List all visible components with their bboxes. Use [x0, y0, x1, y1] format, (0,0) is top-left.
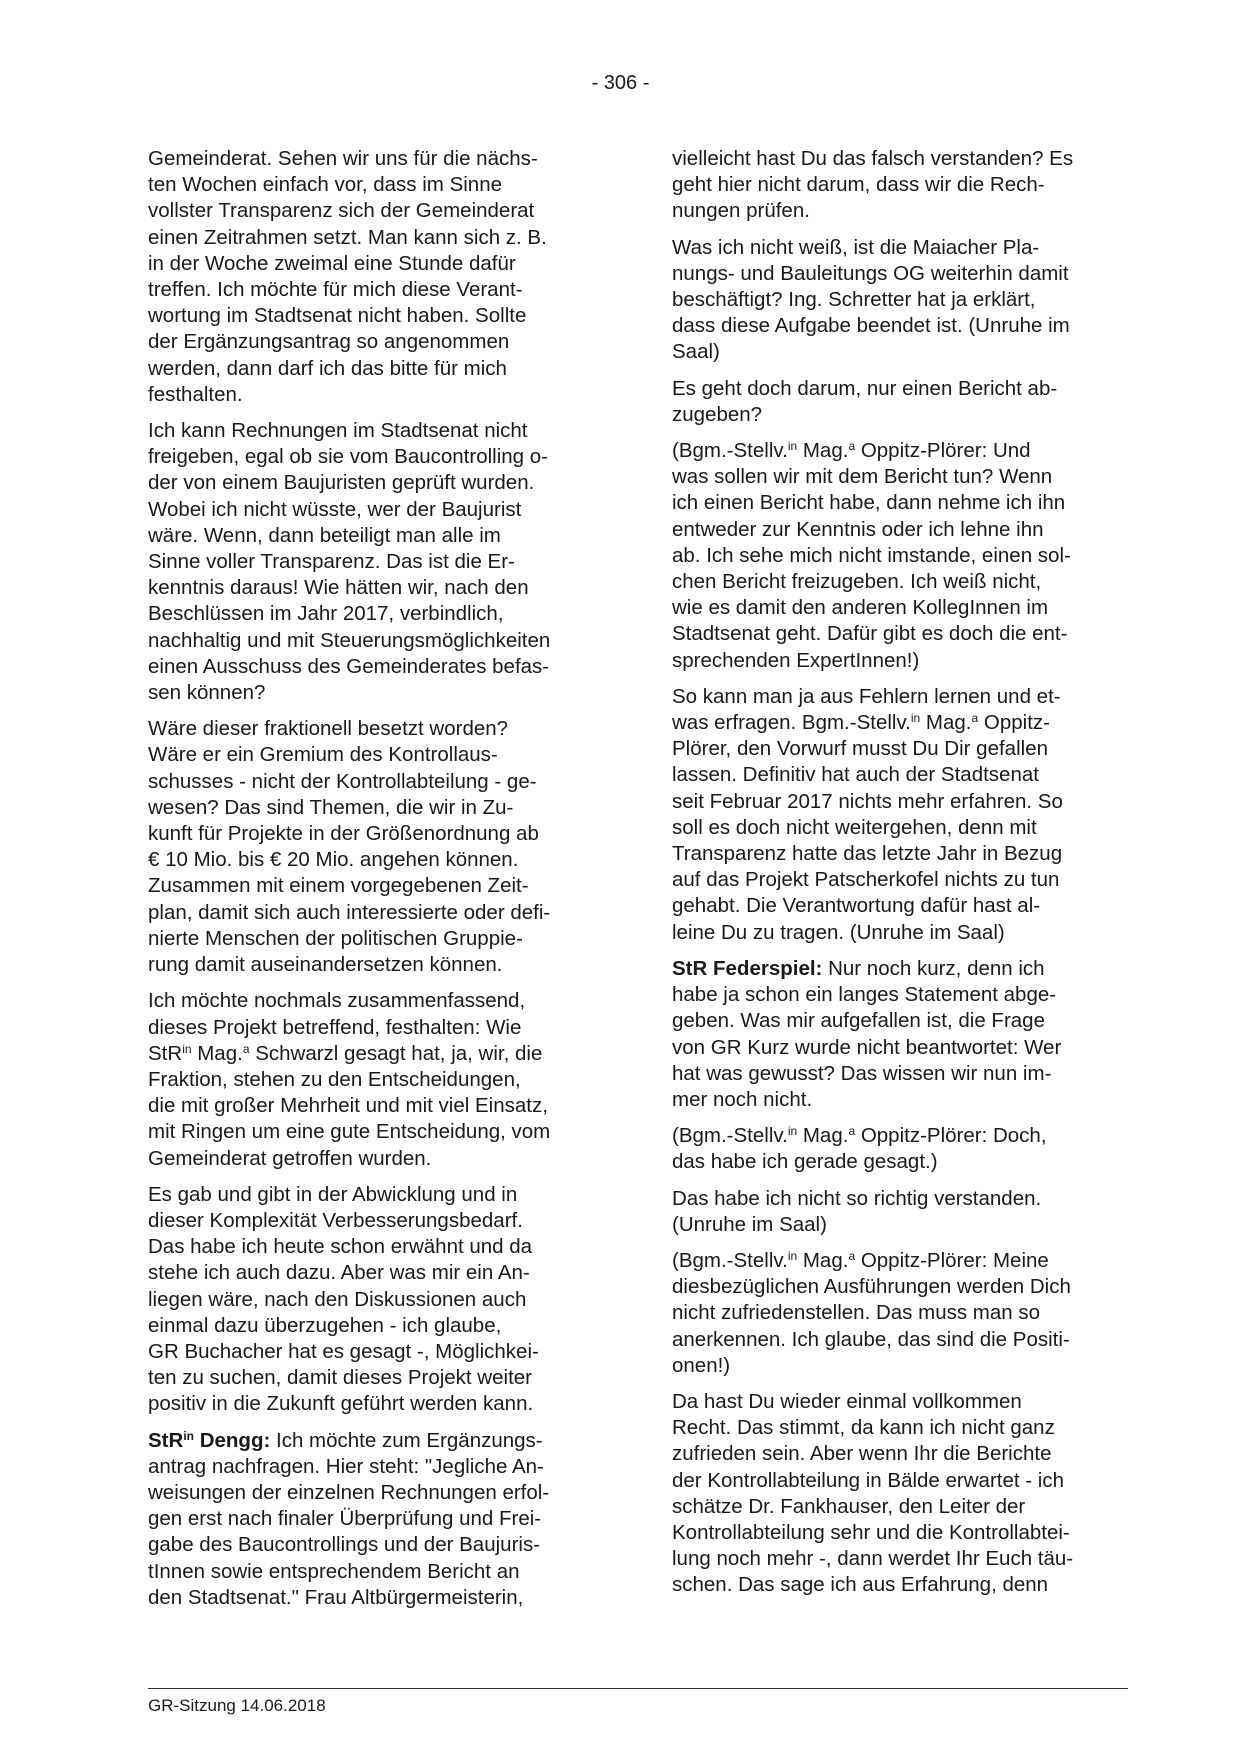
text-line: nungs- und Bauleitungs OG weiterhin damit: [672, 261, 1069, 285]
text-line: diesbezüglichen Ausführungen werden Dich: [672, 1275, 1071, 1299]
text-line: Ich möchte nochmals zusammenfassend,: [148, 989, 526, 1013]
paragraph: [672, 956, 1122, 1113]
text-line: schätze Dr. Fankhauser, den Leiter der: [672, 1494, 1026, 1518]
text-line: Oppitz-Plörer: Doch,: [860, 1124, 1047, 1148]
text-line: der Kontrollabteilung in Bälde erwartet - ich: [672, 1468, 1064, 1492]
text-line: onen!): [672, 1353, 731, 1377]
text-line: Wäre er ein Gremium des Kontrollaus-: [148, 743, 498, 767]
text-lines: [672, 465, 1071, 671]
superscript: in: [787, 1124, 798, 1139]
text-line: Das habe ich heute schon erwähnt und da: [148, 1235, 533, 1259]
speaker-name: StR Federspiel:: [672, 956, 823, 980]
text-line: hat was gewusst? Das wissen wir nun im-: [672, 1061, 1052, 1085]
text-line: soll es doch nicht weitergehen, denn mit: [672, 815, 1037, 839]
text-line: nierte Menschen der politischen Gruppie-: [148, 926, 523, 950]
paragraph: [148, 716, 598, 978]
text-line: mer noch nicht.: [672, 1087, 813, 1111]
text-line: chen Bericht freizugeben. Ich weiß nicht,: [672, 570, 1042, 594]
speaker-name: StR$^{in}$ Dengg:: [148, 1428, 271, 1452]
paragraph: [672, 684, 1122, 946]
text-line: Kontrollabteilung sehr und die Kontrollabtei-: [672, 1520, 1070, 1544]
paragraph: [672, 1186, 1122, 1238]
text-line: Zusammen mit einem vorgegebenen Zeit-: [148, 874, 529, 898]
text-line: gehabt. Die Verantwortung dafür hast al-: [672, 894, 1041, 918]
speaker-title: StR: [148, 1041, 183, 1065]
text-line: sprechenden ExpertInnen!): [672, 648, 920, 672]
text-line: vollster Transparenz sich der Gemeinderat: [148, 199, 535, 223]
text-line: dieser Komplexität Verbesserungsbedarf.: [148, 1208, 523, 1232]
text-line: Da hast Du wieder einmal vollkommen: [672, 1389, 1022, 1413]
paragraph: [148, 418, 598, 706]
text-line: Fraktion, stehen zu den Entscheidungen,: [148, 1067, 521, 1091]
text-line: Recht. Das stimmt, da kann ich nicht ganz: [672, 1416, 1055, 1440]
text-line: tInnen sowie entsprechendem Bericht an: [148, 1559, 520, 1583]
superscript: a: [848, 1124, 856, 1139]
text-line: der von einem Baujuristen geprüft wurden.: [148, 471, 535, 495]
text-line: freigeben, egal ob sie vom Baucontrolling o-: [148, 445, 548, 469]
text-line: nachhaltig und mit Steuerungsmöglichkeiten: [148, 628, 551, 652]
text-line: Gemeinderat. Sehen wir uns für die nächs-: [148, 147, 538, 170]
text-line: kenntnis daraus! Wie hätten wir, nach den: [148, 576, 529, 600]
text-line: ten Wochen einfach vor, dass im Sinne: [148, 173, 503, 197]
footer-text: GR-Sitzung 14.06.2018: [148, 1696, 326, 1715]
superscript: in: [787, 439, 798, 454]
text-line: festhalten.: [148, 382, 243, 406]
text-lines: [672, 1275, 1071, 1377]
text-line: entweder zur Kenntnis oder ich lehne ihn: [672, 517, 1044, 541]
text-lines: [148, 1068, 550, 1170]
text-line: vielleicht hast Du das falsch verstanden? Es: [672, 147, 1074, 170]
title-mag: Mag.: [802, 439, 849, 463]
text-line: Das habe ich nicht so richtig verstanden.: [672, 1186, 1042, 1210]
text-line: sen können?: [148, 681, 266, 705]
left-column: [148, 146, 598, 1621]
paragraph: [672, 438, 1122, 674]
text-line: wie es damit den anderen KollegInnen im: [672, 596, 1049, 620]
text-line: seit Februar 2017 nichts mehr erfahren. So: [672, 789, 1063, 813]
text-line: leine Du zu tragen. (Unruhe im Saal): [672, 920, 1005, 944]
text-line: in der Woche zweimal eine Stunde dafür: [148, 251, 516, 275]
text-line: antrag nachfragen. Hier steht: "Jegliche An-: [148, 1454, 544, 1478]
superscript: a: [242, 1041, 250, 1056]
text-line: auf das Projekt Patscherkofel nichts zu tun: [672, 868, 1060, 892]
paragraph: [672, 146, 1122, 225]
text-line: (Bgm.-Stellv.: [672, 439, 788, 463]
text-line: stehe ich auch dazu. Aber was mir ein An-: [148, 1261, 530, 1285]
text-line: So kann man ja aus Fehlern lernen und et-: [672, 684, 1061, 708]
title-mag: Mag.: [197, 1041, 243, 1065]
right-column: [672, 146, 1122, 1609]
text-line: lassen. Definitiv hat auch der Stadtsenat: [672, 763, 1039, 787]
superscript: a: [848, 1248, 856, 1263]
text-line: den Stadtsenat." Frau Altbürgermeisterin,: [148, 1585, 524, 1609]
footer-rule: [148, 1688, 1128, 1689]
text-line: Es gab und gibt in der Abwicklung und in: [148, 1182, 518, 1206]
text-line: ich einen Bericht habe, dann nehme ich ihn: [672, 491, 1066, 515]
text-line: nungen prüfen.: [672, 199, 810, 223]
text-line: einen Zeitrahmen setzt. Man kann sich z. B.: [148, 225, 547, 249]
text-line: € 10 Mio. bis € 20 Mio. angehen können.: [148, 848, 519, 872]
text-line: plan, damit sich auch interessierte oder defi-: [148, 900, 551, 924]
text-line: der Ergänzungsantrag so angenommen: [148, 330, 510, 354]
text-line: positiv in die Zukunft geführt werden kann.: [148, 1392, 534, 1416]
text-line: (Bgm.-Stellv.: [672, 1124, 788, 1148]
page-number: - 306 -: [591, 72, 650, 94]
text-line: rung damit auseinandersetzen können.: [148, 953, 503, 977]
text-line: nicht zufriedenstellen. Das muss man so: [672, 1301, 1041, 1325]
text-line: Transparenz hatte das letzte Jahr in Bezug: [672, 842, 1063, 866]
text-line: Oppitz-Plörer: Meine: [860, 1248, 1049, 1272]
title-mag: Mag.: [802, 1124, 849, 1148]
text-line: von GR Kurz wurde nicht beantwortet: Wer: [672, 1035, 1062, 1059]
text-line: das habe ich gerade gesagt.): [672, 1150, 938, 1174]
text-line: Ich kann Rechnungen im Stadtsenat nicht: [148, 419, 528, 443]
text-line: dieses Projekt betreffend, festhalten: Wie: [148, 1015, 522, 1039]
paragraph: [148, 146, 598, 408]
text-line: Saal): [672, 340, 720, 364]
text-line: Ich möchte zum Ergänzungs-: [276, 1428, 543, 1452]
text-line: Stadtsenat geht. Dafür gibt es doch die ent-: [672, 622, 1068, 646]
text-line: mit Ringen um eine gute Entscheidung, vom: [148, 1120, 551, 1144]
text-line: werden, dann darf ich das bitte für mich: [148, 356, 507, 380]
text-line: (Unruhe im Saal): [672, 1212, 827, 1236]
superscript: in: [787, 1248, 798, 1263]
text-line: schusses - nicht der Kontrollabteilung - ge-: [148, 769, 537, 793]
text-line: ab. Ich sehe mich nicht imstande, einen sol-: [672, 543, 1071, 567]
text-line: wortung im Stadtsenat nicht haben. Sollte: [148, 304, 527, 328]
superscript: in: [910, 711, 921, 726]
text-line: habe ja schon ein langes Statement abge-: [672, 983, 1057, 1007]
text-line: Nur noch kurz, denn ich: [828, 956, 1045, 980]
paragraph: [148, 988, 598, 1171]
title-mag: Mag.: [802, 1248, 849, 1272]
text-line: was sollen wir mit dem Bericht tun? Wenn: [672, 465, 1053, 489]
text-line: Oppitz-Plörer: Und: [860, 439, 1031, 463]
text-line: Es geht doch darum, nur einen Bericht ab-: [672, 376, 1058, 400]
paragraph: [148, 1428, 598, 1611]
text-line: lung noch mehr -, dann werdet Ihr Euch täu-: [672, 1547, 1074, 1571]
text-line: einen Ausschuss des Gemeinderates befas-: [148, 654, 550, 678]
text-line: Oppitz-: [983, 711, 1050, 735]
text-line: wäre. Wenn, dann beteiligt man alle im: [148, 523, 501, 547]
text-line: Plörer, den Vorwurf musst Du Dir gefallen: [672, 737, 1048, 761]
text-line: was erfragen. Bgm.-Stellv.: [672, 711, 911, 735]
title-mag: Mag.: [925, 711, 972, 735]
paragraph: [672, 1123, 1122, 1175]
paragraph: [672, 376, 1122, 428]
text-line: kunft für Projekte in der Größenordnung ab: [148, 822, 539, 846]
text-lines: [672, 737, 1063, 943]
text-line: (Bgm.-Stellv.: [672, 1248, 788, 1272]
text-line: gabe des Baucontrollings und der Baujuris-: [148, 1533, 541, 1557]
text-line: schen. Das sage ich aus Erfahrung, denn: [672, 1573, 1049, 1597]
text-line: einmal dazu überzugehen - ich glaube,: [148, 1313, 502, 1337]
text-line: zufrieden sein. Aber wenn Ihr die Berichte: [672, 1442, 1052, 1466]
text-line: geht hier nicht darum, dass wir die Rech-: [672, 173, 1045, 197]
superscript: in: [182, 1041, 192, 1056]
text-line: GR Buchacher hat es gesagt -, Möglichkei-: [148, 1339, 539, 1363]
superscript: a: [848, 439, 856, 454]
text-lines: [672, 1150, 938, 1173]
text-line: liegen wäre, nach den Diskussionen auch: [148, 1287, 527, 1311]
text-line: dass diese Aufgabe beendet ist. (Unruhe im: [672, 314, 1070, 338]
text-line: geben. Was mir aufgefallen ist, die Frage: [672, 1009, 1045, 1033]
text-line: Was ich nicht weiß, ist die Maiacher Pla-: [672, 235, 1040, 259]
text-line: Gemeinderat getroffen wurden.: [148, 1146, 432, 1170]
paragraph: [672, 1248, 1122, 1379]
text-line: Wobei ich nicht wüsste, wer der Baujurist: [148, 497, 522, 521]
text-line: zugeben?: [672, 402, 763, 426]
text-line: gen erst nach finaler Überprüfung und Frei-: [148, 1507, 542, 1531]
text-line: treffen. Ich möchte für mich diese Verant-: [148, 278, 523, 302]
text-line: Sinne voller Transparenz. Das ist die Er-: [148, 550, 515, 574]
superscript: a: [971, 711, 979, 726]
paragraph: [672, 1389, 1122, 1599]
text-line: beschäftigt? Ing. Schretter hat ja erklärt,: [672, 288, 1036, 312]
text-line: ten zu suchen, damit dieses Projekt weiter: [148, 1366, 532, 1390]
text-line: weisungen der einzelnen Rechnungen erfol-: [148, 1480, 550, 1504]
text-line: anerkennen. Ich glaube, das sind die Positi-: [672, 1327, 1070, 1351]
paragraph: [148, 1182, 598, 1418]
text-line: Wäre dieser fraktionell besetzt worden?: [148, 717, 509, 741]
text-line: wesen? Das sind Themen, die wir in Zu-: [148, 795, 514, 819]
text-line: die mit großer Mehrheit und mit viel Einsatz,: [148, 1094, 548, 1118]
paragraph: [672, 235, 1122, 366]
text-lines: [148, 1455, 549, 1609]
text-line: Beschlüssen im Jahr 2017, verbindlich,: [148, 602, 504, 626]
text-line: Schwarzl gesagt hat, ja, wir, die: [255, 1041, 543, 1065]
text-lines: [672, 983, 1061, 1111]
